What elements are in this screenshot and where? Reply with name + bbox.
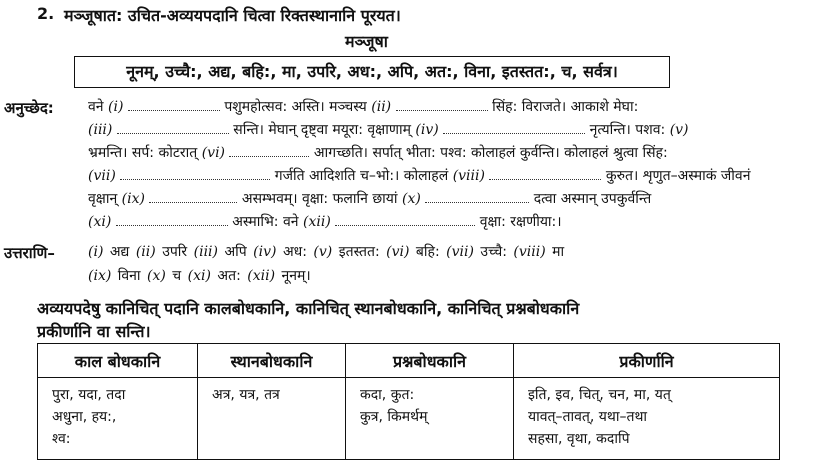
passage-label: अनुच्छेद: <box>4 99 54 117</box>
cell-question <box>346 378 514 460</box>
cell-place <box>198 378 346 460</box>
indeclinables-table <box>37 343 780 460</box>
blank-line <box>443 121 585 134</box>
answer-number: (iv) <box>253 244 277 260</box>
answer-word: उच्चै: <box>480 244 507 260</box>
passage-line-6 <box>88 211 562 233</box>
header-question: प्रश्नबोधकानि <box>346 344 514 378</box>
passage-text: वने <box>88 99 104 115</box>
passage-text: गर्जति आदिशति च–भो:। कोलाहलं <box>274 168 449 184</box>
word-box <box>74 56 670 88</box>
answers-line-2 <box>88 265 311 287</box>
cell-line: कुत्र, किमर्थम् <box>360 409 428 425</box>
passage-line-1 <box>88 96 638 118</box>
passage-line-2 <box>88 119 689 141</box>
blank-line <box>116 213 228 226</box>
answer-number: (i) <box>88 244 104 260</box>
question-number: 2. <box>37 4 55 23</box>
blank-number: (xi) <box>88 214 112 230</box>
table-row <box>38 378 780 460</box>
answer-number: (viii) <box>513 244 546 260</box>
passage-text: आगच्छति। सर्पात् भीता: पश्व: कोलाहलं कुर्वन्ति। कोलाहलं श्रुत्वा सिंह: <box>313 145 668 161</box>
blank-line <box>229 144 309 157</box>
note-line-1: अव्ययपदेषु कानिचित् पदानि कालबोधकानि, कानिचित् स्थानबोधकानि, कानिचित् प्रश्नबोधकानि <box>37 299 580 318</box>
blank-number: (viii) <box>452 168 485 184</box>
blank-line <box>425 190 529 203</box>
passage-line-3 <box>88 142 668 164</box>
answer-word: अध: <box>282 244 307 260</box>
passage-text: भ्रमन्ति। सर्प: कोटरात् <box>88 145 198 161</box>
blank-number: (vi) <box>201 145 226 161</box>
answer-word: इतस्तत: <box>338 244 380 260</box>
cell-miscellaneous <box>514 378 780 460</box>
cell-line: पुरा, यदा, तदा <box>52 387 126 403</box>
cell-line: कदा, कुत: <box>360 387 415 403</box>
blank-number: (vii) <box>88 168 116 184</box>
cell-line: श्व: <box>52 431 71 447</box>
blank-number: (ii) <box>371 99 392 115</box>
passage-text: अस्माभि: वने <box>232 214 299 230</box>
blank-line <box>120 167 270 180</box>
answer-number: (v) <box>313 244 333 260</box>
box-heading: मञ्जूषा <box>345 32 388 51</box>
header-time: काल बोधकानि <box>38 344 198 378</box>
passage-text: दत्वा अस्मान् उपकुर्वन्ति <box>533 191 652 207</box>
answer-word: अपि <box>224 244 247 260</box>
passage-text: असम्भवम्। वृक्षा: फलानि छायां <box>241 191 398 207</box>
answer-word: उपरि <box>162 244 188 260</box>
cell-line: अत्र, यत्र, तत्र <box>212 387 280 403</box>
table-header-row <box>38 344 780 378</box>
answer-number: (vi) <box>386 244 410 260</box>
answers-label: उत्तराणि– <box>4 244 55 262</box>
passage-text: पशुमहोत्सव: अस्ति। मञ्चस्य <box>224 99 367 115</box>
answer-number: (xi) <box>187 268 211 284</box>
answer-word: नूनम्। <box>281 268 311 284</box>
cell-line: इति, इव, चित्, चन, मा, यत् <box>528 387 671 403</box>
header-place: स्थानबोधकानि <box>198 344 346 378</box>
word-box-list: नूनम्, उच्चै:, अद्य, बहि:, मा, उपरि, अध:, अपि, अत:, विना, इतस्तत:, च, सर्वत्र। <box>126 62 618 81</box>
blank-number: (v) <box>669 122 689 138</box>
header-miscellaneous: प्रकीर्णानि <box>514 344 780 378</box>
answer-number: (ix) <box>88 268 112 284</box>
blank-line <box>335 213 475 226</box>
answer-number: (ii) <box>135 244 156 260</box>
passage-text: वृक्षान् <box>88 191 118 207</box>
answers-line-1 <box>88 241 564 263</box>
answer-number: (xii) <box>247 268 276 284</box>
answer-word: मा <box>552 244 565 260</box>
answer-number: (vii) <box>446 244 474 260</box>
passage-line-4 <box>88 165 750 187</box>
passage-text: सिंह: विराजते। आकाशे मेघा: <box>492 99 639 115</box>
answer-word: अद्य <box>109 244 130 260</box>
blank-line <box>117 121 229 134</box>
note-line-2: प्रकीर्णानि वा सन्ति। <box>37 322 151 341</box>
answer-word: च <box>172 268 182 284</box>
passage-text: वृक्षा: रक्षणीया:। <box>479 214 562 230</box>
blank-line <box>149 190 237 203</box>
blank-line <box>128 98 220 111</box>
passage-text: कुरुत। शृणुत–अस्माकं जीवनं <box>605 168 751 184</box>
blank-number: (ix) <box>121 191 145 207</box>
question-title: मञ्जूषात: उचित-अव्ययपदानि चित्वा रिक्तस्थानानि पूरयत। <box>64 6 401 25</box>
blank-line <box>489 167 601 180</box>
cell-line: यावत्–तावत्, यथा–तथा <box>528 409 648 425</box>
cell-line: सहसा, वृथा, कदापि <box>528 431 630 447</box>
cell-time <box>38 378 198 460</box>
answer-number: (iii) <box>193 244 218 260</box>
blank-number: (xii) <box>303 214 331 230</box>
answer-word: अत: <box>217 268 241 284</box>
blank-number: (iii) <box>88 122 113 138</box>
blank-number: (iv) <box>415 122 439 138</box>
passage-line-5 <box>88 188 651 210</box>
passage-text: सन्ति। मेघान् दृष्ट्वा मयूरा: वृक्षाणाम् <box>233 122 411 138</box>
blank-number: (i) <box>108 99 124 115</box>
answer-word: विना <box>117 268 141 284</box>
cell-line: अधुना, हय:, <box>52 409 117 425</box>
blank-number: (x) <box>402 191 421 207</box>
answer-number: (x) <box>147 268 166 284</box>
answer-word: बहि: <box>415 244 440 260</box>
passage-text: नृत्यन्ति। पशव: <box>589 122 666 138</box>
blank-line <box>396 98 488 111</box>
